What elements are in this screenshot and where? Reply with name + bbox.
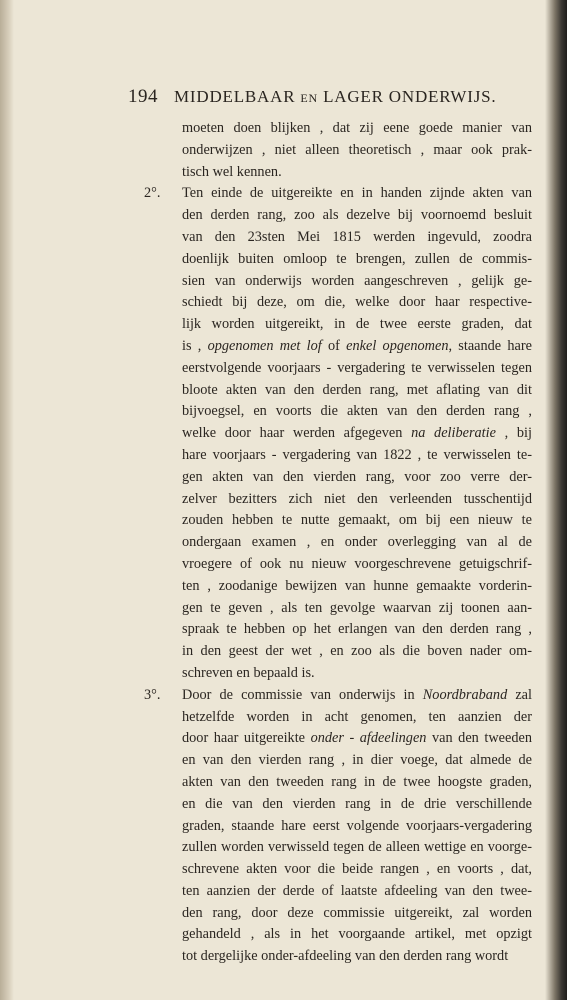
text-line: lijk worden uitgereikt, in de twee eerste graden, dat xyxy=(182,316,532,333)
text-line: schiedt bij deze, om die, welke door haar respective- xyxy=(182,294,532,311)
text-line: spraak te hebben op het erlangen van den derden rang , xyxy=(182,621,532,638)
text-line: Ten einde de uitgereikte en in handen zijnde akten van xyxy=(182,185,532,202)
paragraph-continuation xyxy=(182,118,532,183)
text-line: is , opgenomen met lof of enkel opgenomen, staande hare xyxy=(182,337,533,354)
text-line: schrevene akten voor die beide rangen , en voorts , dat, xyxy=(182,861,532,878)
paragraph-3 xyxy=(144,685,532,968)
text-line: zouden hebben te nutte gemaakt, om bij een nieuw te xyxy=(182,512,532,529)
text-line: ten , zoodanige bewijzen van hunne gemaakte vorderin- xyxy=(182,577,532,594)
paragraph-marker: 3°. xyxy=(144,686,161,703)
running-head xyxy=(128,86,498,110)
text-line: ondergaan examen , en onder overlegging van al de xyxy=(182,534,532,551)
text-line: den derden rang, zoo als dezelve bij voornoemd besluit xyxy=(182,207,532,224)
text-line: gen te geven , als ten gevolge waarvan zij toonen aan- xyxy=(182,599,532,616)
text-line: den rang, door deze commissie uitgereikt, zal worden xyxy=(182,904,532,921)
text-line: door haar uitgereikte onder - afdeelingen van den tweeden xyxy=(182,730,532,747)
text-line: bijvoegsel, en voorts die akten van den derden rang , xyxy=(182,403,532,420)
running-title-en: EN xyxy=(300,91,319,105)
text-line: Door de commissie van onderwijs in Noordbraband zal xyxy=(182,686,532,703)
page-edge-shadow xyxy=(545,0,567,1000)
text-line: onderwijzen , niet alleen theoretisch , maar ook prak- xyxy=(182,141,532,158)
text-line: eerstvolgende voorjaars - vergadering te verwisselen tegen xyxy=(182,359,532,376)
text-line: schreven en bepaald is. xyxy=(182,664,315,681)
text-line: doenlijk buiten omloop te brengen, zullen de commis- xyxy=(182,250,532,267)
text-line: bloote akten van den derden rang, met aflating van dit xyxy=(182,381,532,398)
text-line: graden, staande hare eerst volgende voorjaars-vergadering xyxy=(182,817,532,834)
running-title xyxy=(174,87,496,107)
text-line: tisch wel kennen. xyxy=(182,163,282,180)
running-title-part1: MIDDELBAAR xyxy=(174,87,296,106)
text-line: moeten doen blijken , dat zij eene goede manier van xyxy=(182,120,532,136)
paragraph-2 xyxy=(144,183,533,684)
text-line: welke door haar werden afgegeven na deliberatie , bij xyxy=(182,425,532,442)
page-number: 194 xyxy=(128,86,158,107)
text-line: zullen worden verwisseld tegen de alleen wettige en voorge- xyxy=(182,839,532,856)
text-line: hare voorjaars - vergadering van 1822 , te verwisselen te- xyxy=(182,446,532,463)
text-line: vroegere of ook nu nieuw voorgeschrevene getuigschrif- xyxy=(182,555,532,572)
text-line: tot dergelijke onder-afdeeling van den derden rang wordt xyxy=(182,948,509,965)
page-gutter-shadow xyxy=(0,0,14,1000)
text-line: hetzelfde worden in acht genomen, ten aanzien der xyxy=(182,708,532,725)
text-line: zelver bezitters zich niet den verleenden tusschentijd xyxy=(182,490,532,507)
text-line: sien van onderwijs worden aangeschreven , gelijk ge- xyxy=(182,272,532,289)
text-line: akten van den tweeden rang in de twee hoogste graden, xyxy=(182,773,532,790)
running-title-part2: LAGER ONDERWIJS. xyxy=(323,87,497,106)
paragraph-marker: 2°. xyxy=(144,185,161,202)
text-line: gen akten van den vierden rang, voor zoo verre der- xyxy=(182,468,532,485)
text-line: ten aanzien der derde of laatste afdeeling van den twee- xyxy=(182,882,532,899)
text-line: en die van den vierden rang in de drie verschillende xyxy=(182,795,532,812)
text-line: in den geest der wet , en zoo als die boven nader om- xyxy=(182,643,532,660)
text-line: van den 23sten Mei 1815 werden ingevuld, zoodra xyxy=(182,228,532,245)
text-line: en van den vierden rang , in dier voege, dat almede de xyxy=(182,752,532,769)
text-line: gehandeld , als in het voorgaande artikel, met opzigt xyxy=(182,926,532,943)
body-text xyxy=(144,118,533,968)
